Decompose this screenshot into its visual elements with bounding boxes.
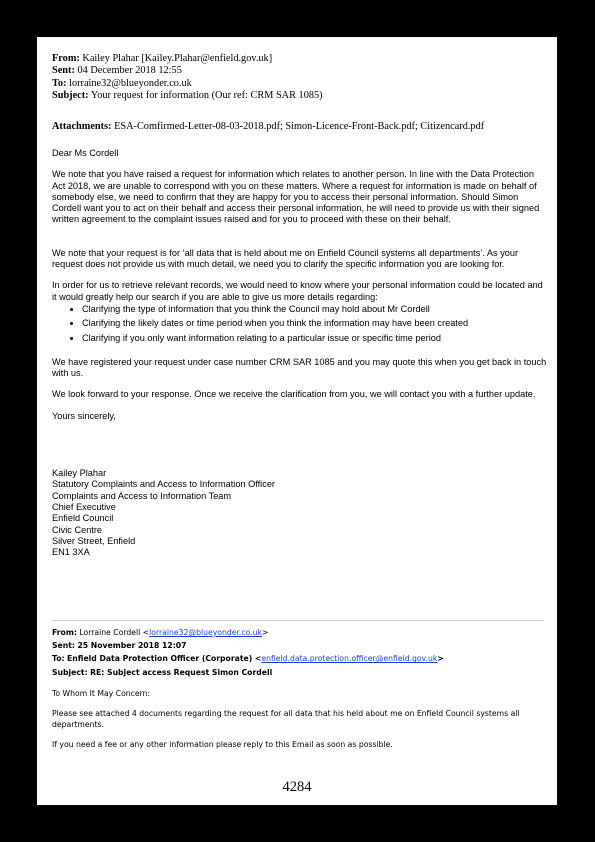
signature-postcode: EN1 3XA (52, 547, 90, 558)
signature-organisation: Enfield Council (52, 513, 114, 524)
prev-from-name: Lorraine Cordell < (79, 628, 150, 637)
clarification-list (52, 304, 549, 344)
attachments-line (52, 121, 547, 133)
subject-line (52, 90, 547, 102)
prev-sent-label: Sent: (52, 641, 75, 651)
page-number: 4284 (282, 779, 312, 795)
from-value: Kailey Plahar [Kailey.Plahar@enfield.gov.uk] (82, 53, 273, 64)
sent-line (52, 65, 547, 77)
prev-paragraph-attached: Please see attached 4 documents regarding the request for all data that his held about me on Enfield Council systems all departments. (52, 708, 520, 729)
prev-subject-label: Subject: (52, 667, 88, 677)
from-label: From: (52, 53, 80, 64)
prev-to-label: To: (52, 654, 65, 664)
to-line (52, 78, 547, 90)
prev-to-line (52, 652, 549, 665)
email-body (52, 148, 549, 558)
prev-greeting: To Whom It May Concern: (52, 688, 151, 698)
paragraph-response: We look forward to your response. Once we receive the clarification from you, we will contact you with a further update. (52, 389, 536, 400)
list-item: • Clarifying if you only want information relating to a particular issue or specific time period (82, 333, 549, 344)
paragraph-retrieval: In order for us to retrieve relevant records, we would need to know where your personal information could be located and it would greatly help our search if you are able to give us more details regarding: (52, 280, 543, 302)
subject-label: Subject: (52, 90, 89, 102)
signature-name: Kailey Plahar (52, 468, 107, 479)
signature-building: Civic Centre (52, 524, 103, 535)
list-item: • Clarifying the type of information that you think the Council may hold about Mr Cordell (82, 304, 549, 315)
document-page (37, 37, 557, 805)
to-label: To: (52, 77, 67, 89)
prev-subject-value: RE: Subject access Request Simon Cordell (90, 667, 273, 677)
previous-email (52, 626, 549, 750)
signature-department: Chief Executive (52, 501, 116, 512)
prev-sent-line (52, 639, 549, 652)
signature-block (52, 468, 549, 558)
prev-sent-value: 25 November 2018 12:07 (77, 641, 187, 651)
prev-from-email-link[interactable]: lorraine32@blueyonder.co.uk (149, 628, 262, 637)
subject-value: Your request for information (Our ref: CRM SAR 1085) (90, 90, 323, 102)
from-line (52, 53, 547, 65)
paragraph-identity: We note that you have raised a request for information which relates to another person. In line with the Data Protection Act 2018, we are unable to correspond with you on these matters. Where a request for information is made on behalf of somebody else, we need to confirm that they are happy for you to access their personal information. Should Simon Cordell want you to act on their behalf and access their personal information, he will need to provide us with their signed written agreement to the complaint issues raised and for you to proceed with these on their behalf. (52, 169, 540, 225)
signature-title: Statutory Complaints and Access to Information Officer (52, 479, 275, 490)
paragraph-request-scope: We note that your request is for ‘all data that is held about me on Enfield Council systems all departments’. As your request does not provide us with much detail, we need you to clarify the specific information you are looking for. (52, 247, 519, 270)
prev-subject-line (52, 666, 549, 679)
attachments-value: ESA-Comfirmed-Letter-08-03-2018.pdf; Simon-Licence-Front-Back.pdf; Citizencard.pdf (114, 121, 485, 132)
salutation: Dear Ms Cordell (52, 148, 119, 158)
sent-label: Sent: (52, 65, 75, 77)
attachments-label: Attachments: (52, 121, 112, 132)
to-value: lorraine32@blueyonder.co.uk (69, 77, 192, 89)
prev-to-name: Enfield Data Protection Officer (Corporate) < (67, 654, 262, 664)
prev-paragraph-fee: If you need a fee or any other information please reply to this Email as soon as possible. (52, 739, 393, 749)
prev-to-email-link[interactable]: enfield.data.protection.officer@enfield.gov.uk (261, 654, 438, 664)
prev-from-line (52, 626, 549, 639)
signature-team: Complaints and Access to Information Team (52, 490, 232, 501)
paragraph-case-number: We have registered your request under case number CRM SAR 1085 and you may quote this when you get back in touch with us. (52, 356, 547, 379)
signature-street: Silver Street, Enfield (52, 535, 136, 546)
prev-from-label: From: (52, 628, 77, 637)
divider (52, 620, 544, 621)
prev-from-end: > (261, 628, 269, 637)
closing: Yours sincerely, (52, 410, 116, 421)
list-item: • Clarifying the likely dates or time period when you think the information may have been created (82, 318, 549, 329)
prev-to-end: > (437, 654, 444, 664)
email-header (52, 53, 547, 103)
sent-value: 04 December 2018 12:55 (77, 65, 182, 77)
